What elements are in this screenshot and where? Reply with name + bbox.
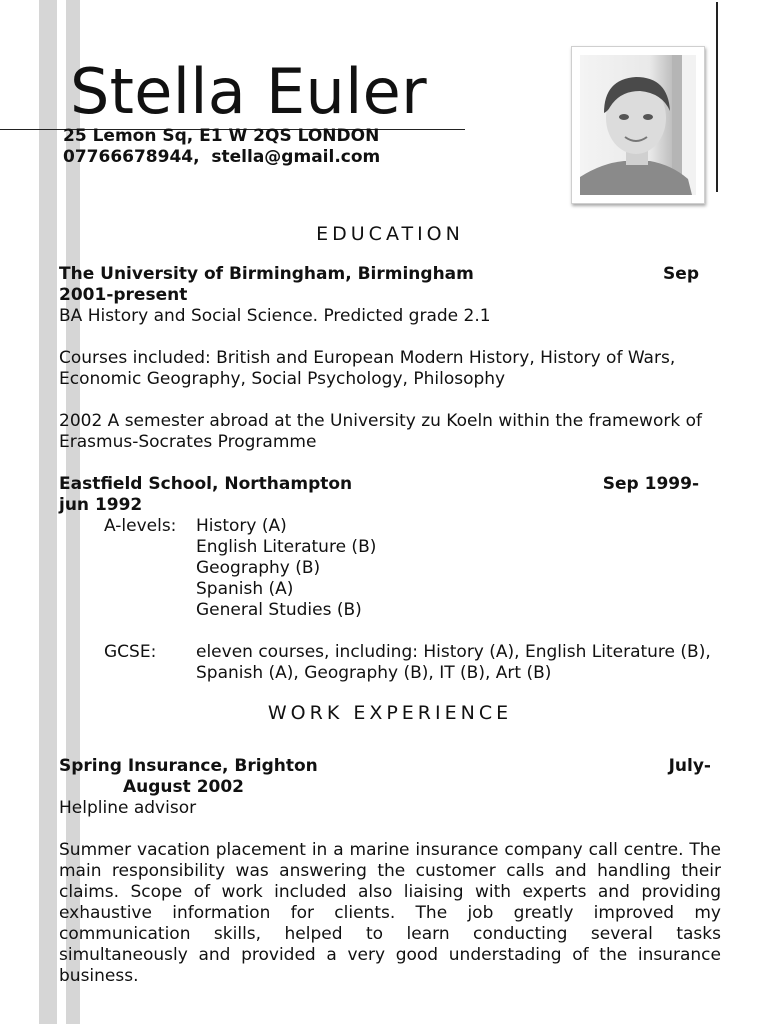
address: 25 Lemon Sq, E1 W 2QS LONDON	[63, 126, 380, 146]
resume-body	[59, 222, 721, 987]
university-date-start: Sep	[663, 264, 699, 284]
candidate-name: Stella Euler	[70, 55, 427, 128]
work-experience-heading: WORK EXPERIENCE	[267, 702, 513, 724]
job-date-end: August 2002	[123, 777, 245, 797]
contact-block	[63, 126, 380, 168]
decorative-vertical-rule	[716, 2, 718, 192]
alevel-item: Spanish (A)	[196, 579, 294, 599]
profile-photo-frame	[571, 46, 705, 204]
decorative-stripe	[39, 0, 57, 1024]
university-date-end: 2001-present	[59, 285, 188, 305]
alevel-item: English Literature (B)	[196, 537, 377, 557]
school-date-end: jun 1992	[59, 495, 143, 515]
job-date-start: July-	[668, 756, 711, 776]
university-degree: BA History and Social Science. Predicted grade 2.1	[59, 306, 491, 326]
profile-photo	[580, 55, 696, 195]
job-employer: Spring Insurance, Brighton	[59, 756, 318, 776]
education-heading: EDUCATION	[316, 223, 464, 245]
job-description: Summer vacation placement in a marine insurance company call centre. The main responsibility was answering the customer calls and handling their claims. Scope of work included also liaising with experts and providing exhaustive information for clients. The job greatly improved my communication skills, helped to learn conducting several tasks simultaneously and provided a very good understading of the insurance business.	[59, 840, 721, 986]
school-date-start: Sep 1999-	[602, 474, 699, 494]
alevels-label: A-levels:	[104, 516, 177, 536]
job-role: Helpline advisor	[59, 798, 197, 818]
alevels-block	[59, 516, 721, 621]
university-name: The University of Birmingham, Birmingham	[59, 264, 474, 284]
job-title-line	[59, 756, 721, 777]
school-title-line	[59, 474, 721, 495]
gcse-text: eleven courses, including: History (A), English Literature (B), Spanish (A), Geography (B), IT (B), Art (B)	[196, 642, 711, 683]
phone-email: 07766678944, stella@gmail.com	[63, 147, 381, 167]
gcse-block	[59, 642, 721, 684]
university-courses: Courses included: British and European Modern History, History of Wars, Economic Geography, Social Psychology, Philosophy	[59, 348, 676, 389]
university-title-line	[59, 264, 721, 285]
university-abroad: 2002 A semester abroad at the University zu Koeln within the framework of Erasmus-Socrates Programme	[59, 411, 702, 452]
gcse-label: GCSE:	[104, 642, 157, 662]
alevel-item: General Studies (B)	[196, 600, 362, 620]
alevel-item: Geography (B)	[196, 558, 321, 578]
school-name: Eastfield School, Northampton	[59, 474, 353, 494]
alevel-item: History (A)	[196, 516, 287, 536]
